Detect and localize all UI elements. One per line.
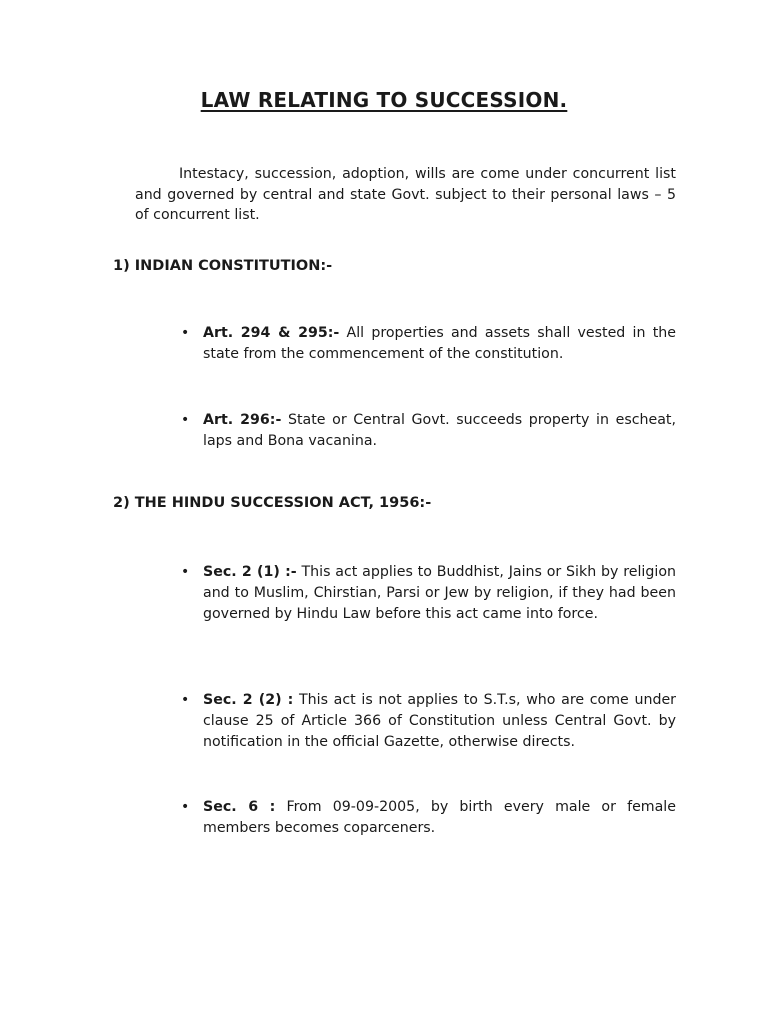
list-item [181, 562, 676, 624]
item-text: This act is not applies to S.T.s, who are come under clause 25 of Article 366 of Constitution unless Central Govt. by notification in the official Gazette, otherwise directs. [203, 692, 677, 750]
bullet-icon: • [181, 325, 190, 341]
list-item [181, 323, 676, 365]
section-heading-indian-constitution: 1) INDIAN CONSTITUTION:- [113, 258, 333, 274]
item-text: All properties and assets shall vested in the state from the commencement of the constitution. [203, 325, 676, 362]
item-term: Sec. 6 : [203, 799, 276, 815]
item-text: This act applies to Buddhist, Jains or Sikh by religion and to Muslim, Chirstian, Parsi or Jew by religion, if they had been governed by Hindu Law before this act came into force. [203, 564, 676, 622]
section-heading-hindu-succession-act: 2) THE HINDU SUCCESSION ACT, 1956:- [113, 495, 432, 511]
item-term: Art. 294 & 295:- [203, 325, 340, 341]
bullet-icon: • [181, 799, 190, 815]
item-text: State or Central Govt. succeeds property in escheat, laps and Bona vacanina. [203, 412, 676, 449]
item-text: From 09-09-2005, by birth every male or female members becomes coparceners. [203, 799, 676, 836]
bullet-icon: • [181, 564, 190, 580]
item-term: Sec. 2 (2) : [203, 692, 294, 708]
document-title: LAW RELATING TO SUCCESSION. [200, 88, 568, 112]
bullet-icon: • [181, 692, 190, 708]
bullet-icon: • [181, 412, 190, 428]
item-term: Sec. 2 (1) :- [203, 564, 297, 580]
list-item [181, 690, 677, 752]
list-item [181, 797, 676, 839]
intro-paragraph: Intestacy, succession, adoption, wills are come under concurrent list and governed by central and state Govt. subject to their personal laws – 5 of concurrent list. [135, 166, 676, 223]
list-item [181, 410, 676, 452]
item-term: Art. 296:- [203, 412, 282, 428]
